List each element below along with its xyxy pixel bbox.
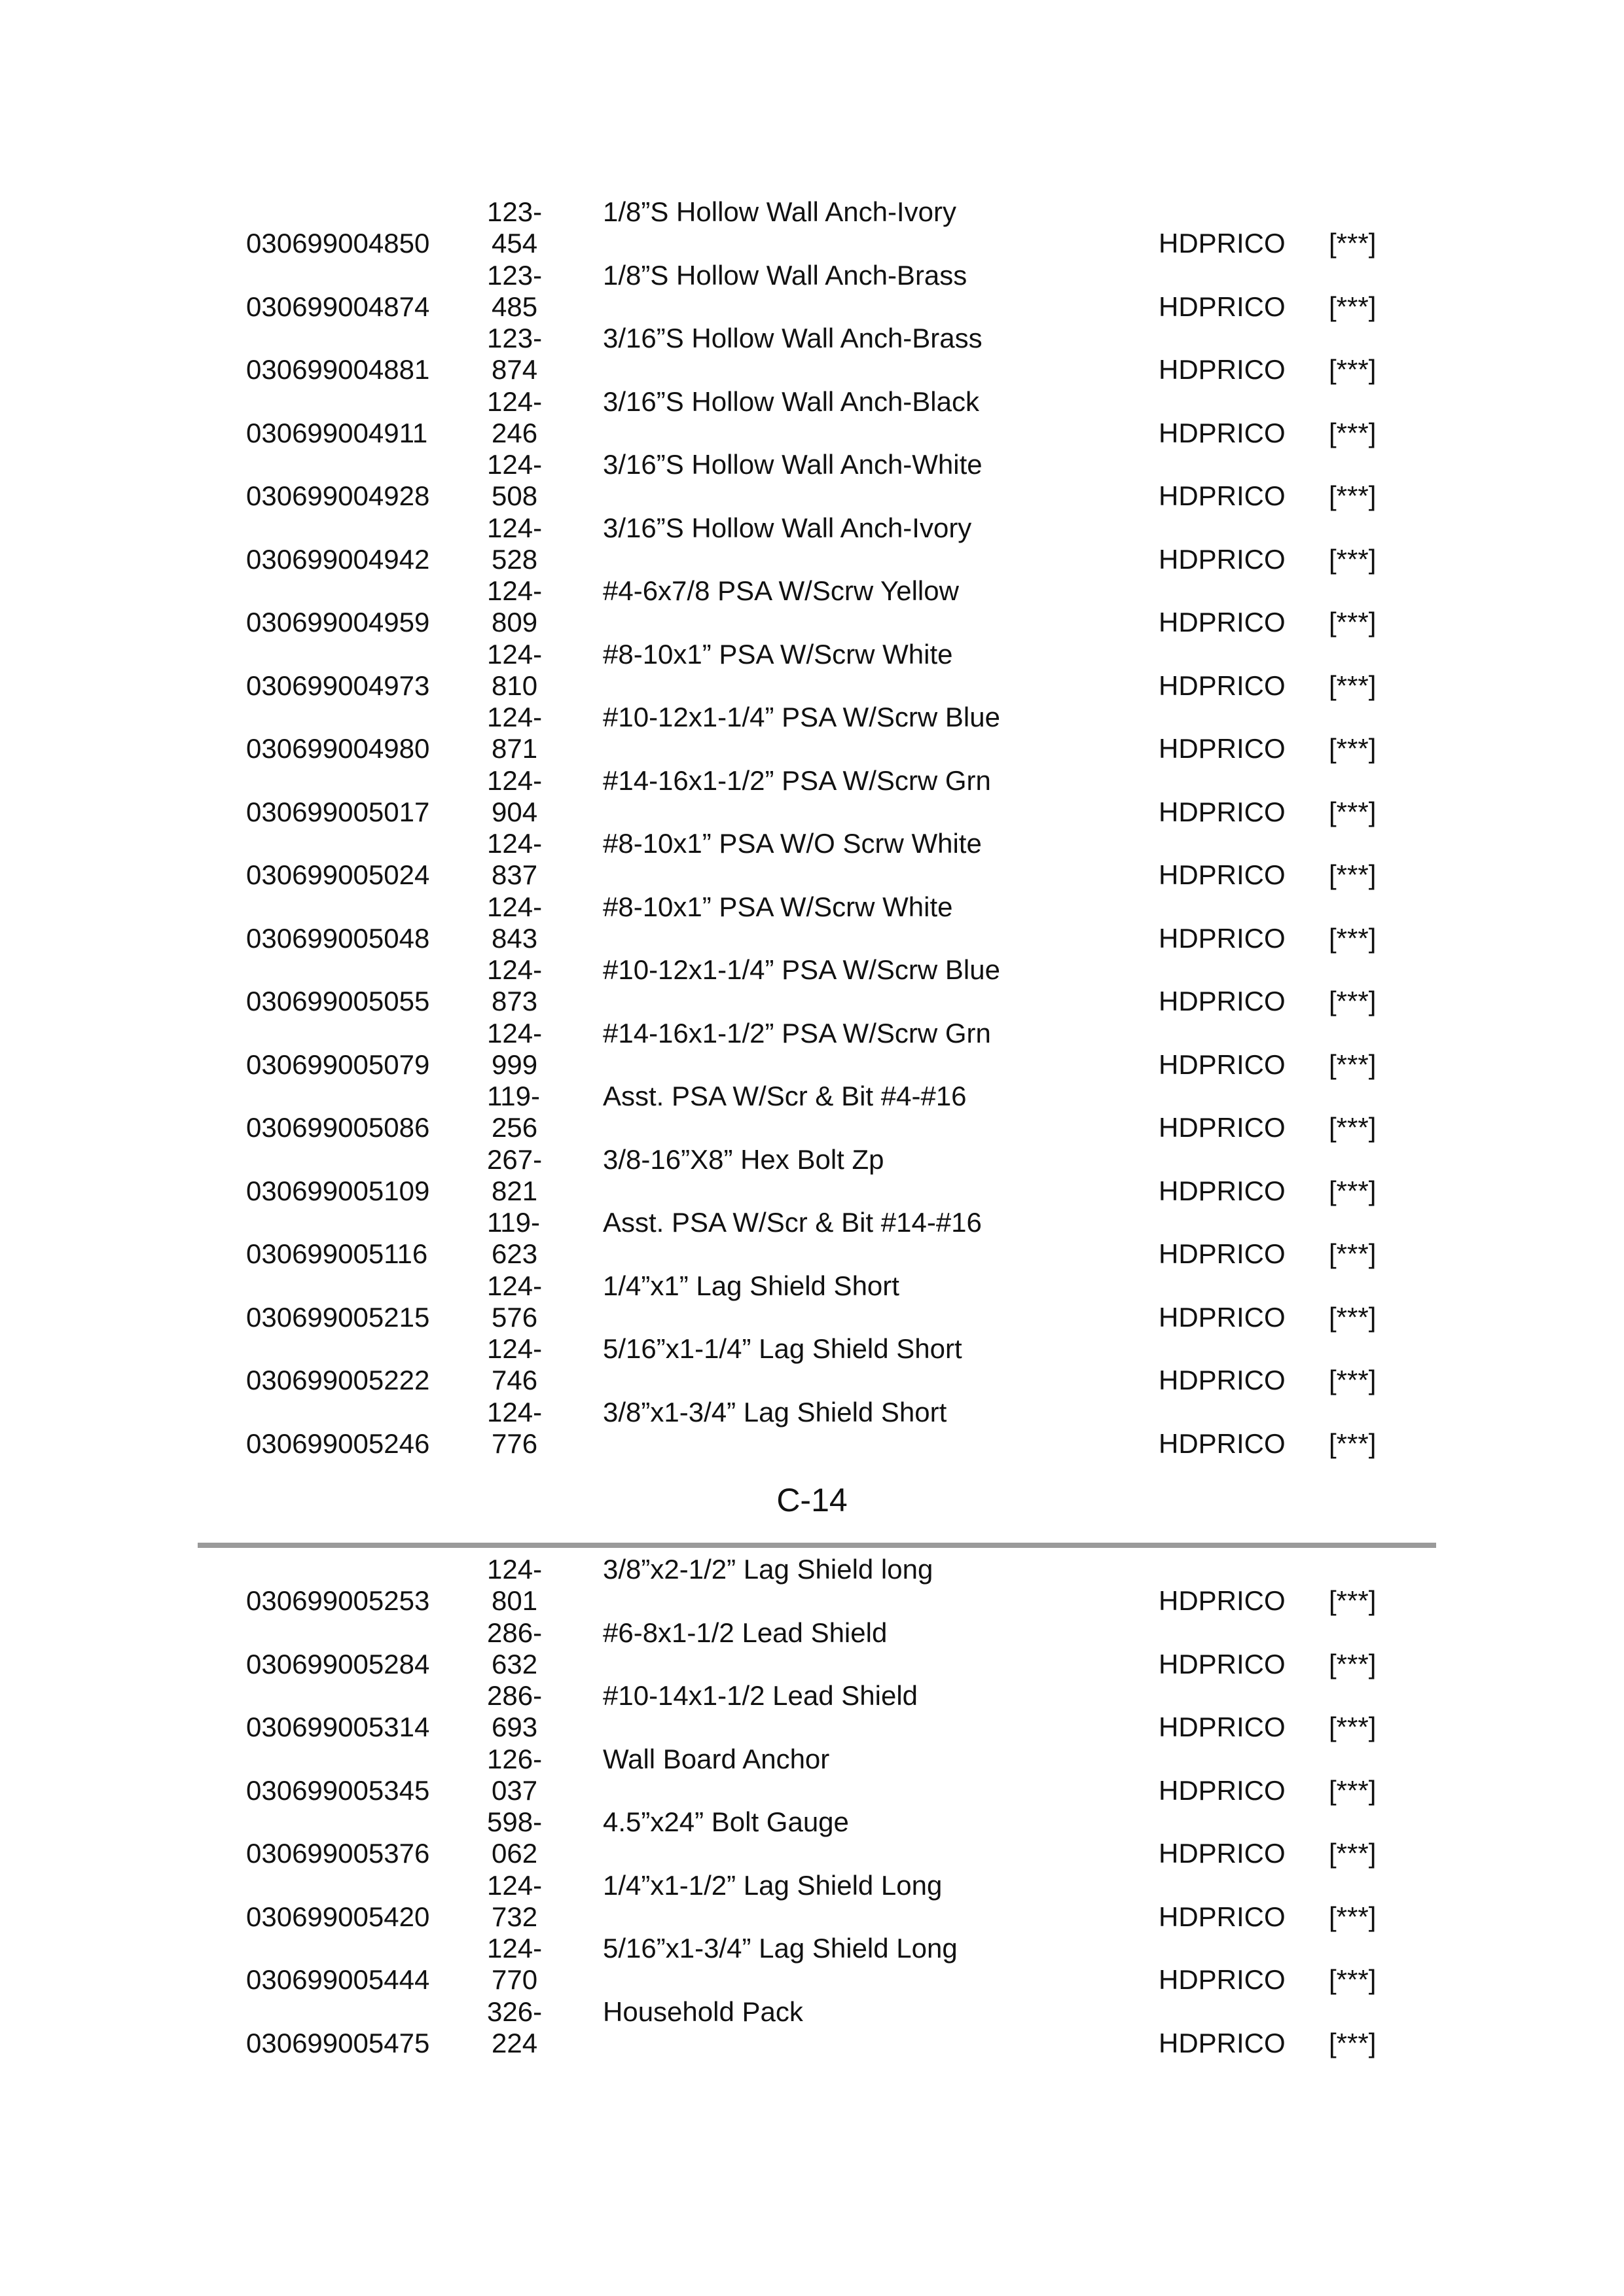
table-row bbox=[0, 512, 1624, 576]
sku-prefix-cell: 124- bbox=[487, 1270, 543, 1301]
vendor-cell: HDPRICO bbox=[1159, 607, 1286, 637]
product-table-top bbox=[0, 196, 1624, 1460]
description-cell: 5/16”x1-3/4” Lag Shield Long bbox=[603, 1933, 958, 1964]
redacted-code-cell: [***] bbox=[1329, 796, 1377, 827]
sku-prefix-cell: 124- bbox=[487, 702, 543, 732]
description-cell: 4.5”x24” Bolt Gauge bbox=[603, 1806, 849, 1837]
sku-prefix-cell: 267- bbox=[487, 1143, 543, 1175]
vendor-cell: HDPRICO bbox=[1159, 986, 1286, 1016]
table-row bbox=[0, 1144, 1624, 1208]
description-cell: 1/8”S Hollow Wall Anch-Brass bbox=[603, 259, 967, 291]
sku-suffix-cell: 576 bbox=[492, 1301, 538, 1333]
vendor-cell: HDPRICO bbox=[1159, 1838, 1286, 1869]
sku-suffix-cell: 871 bbox=[492, 733, 538, 764]
table-row bbox=[0, 1996, 1624, 2060]
sku-prefix-cell: 124- bbox=[487, 891, 543, 922]
sku-prefix-cell: 126- bbox=[487, 1743, 543, 1774]
table-row bbox=[0, 386, 1624, 450]
upc-cell: 030699005314 bbox=[246, 1712, 430, 1742]
sku-prefix-cell: 124- bbox=[487, 386, 543, 417]
description-cell: Wall Board Anchor bbox=[603, 1743, 830, 1774]
vendor-cell: HDPRICO bbox=[1159, 543, 1286, 575]
table-row bbox=[0, 575, 1624, 639]
sku-prefix-cell: 124- bbox=[487, 575, 543, 606]
table-row bbox=[0, 1870, 1624, 1933]
description-cell: 1/8”S Hollow Wall Anch-Ivory bbox=[603, 196, 956, 227]
sku-suffix-cell: 485 bbox=[492, 291, 538, 322]
sku-prefix-cell: 286- bbox=[487, 1617, 543, 1648]
upc-cell: 030699005420 bbox=[246, 1901, 430, 1932]
redacted-code-cell: [***] bbox=[1329, 1238, 1377, 1269]
vendor-cell: HDPRICO bbox=[1159, 922, 1286, 954]
vendor-cell: HDPRICO bbox=[1159, 1901, 1286, 1932]
upc-cell: 030699005222 bbox=[246, 1365, 430, 1395]
sku-suffix-cell: 528 bbox=[492, 543, 538, 575]
table-row bbox=[0, 891, 1624, 955]
table-row bbox=[0, 260, 1624, 323]
table-row bbox=[0, 1806, 1624, 1870]
vendor-cell: HDPRICO bbox=[1159, 859, 1286, 890]
description-cell: 3/8”x2-1/2” Lag Shield long bbox=[603, 1554, 933, 1585]
redacted-code-cell: [***] bbox=[1329, 859, 1377, 890]
upc-cell: 030699005444 bbox=[246, 1964, 430, 1995]
vendor-cell: HDPRICO bbox=[1159, 1964, 1286, 1995]
redacted-code-cell: [***] bbox=[1329, 417, 1377, 448]
vendor-cell: HDPRICO bbox=[1159, 480, 1286, 511]
vendor-cell: HDPRICO bbox=[1159, 228, 1286, 259]
sku-suffix-cell: 454 bbox=[492, 228, 538, 259]
table-row bbox=[0, 1680, 1624, 1744]
sku-prefix-cell: 124- bbox=[487, 1933, 543, 1964]
page-divider bbox=[198, 1543, 1436, 1548]
upc-cell: 030699004942 bbox=[246, 543, 430, 575]
sku-suffix-cell: 632 bbox=[492, 1648, 538, 1679]
redacted-code-cell: [***] bbox=[1329, 480, 1377, 511]
redacted-code-cell: [***] bbox=[1329, 1901, 1377, 1932]
table-row bbox=[0, 1081, 1624, 1144]
sku-suffix-cell: 508 bbox=[492, 480, 538, 511]
table-row bbox=[0, 1744, 1624, 1807]
upc-cell: 030699005345 bbox=[246, 1774, 430, 1806]
table-row bbox=[0, 1554, 1624, 1617]
vendor-cell: HDPRICO bbox=[1159, 1175, 1286, 1206]
description-cell: #6-8x1-1/2 Lead Shield bbox=[603, 1617, 888, 1648]
description-cell: 3/16”S Hollow Wall Anch-White bbox=[603, 449, 983, 480]
description-cell: 5/16”x1-1/4” Lag Shield Short bbox=[603, 1333, 962, 1364]
upc-cell: 030699005284 bbox=[246, 1648, 430, 1679]
sku-suffix-cell: 224 bbox=[492, 2027, 538, 2058]
upc-cell: 030699004911 bbox=[246, 417, 428, 448]
upc-cell: 030699005017 bbox=[246, 796, 430, 827]
redacted-code-cell: [***] bbox=[1329, 1648, 1377, 1679]
upc-cell: 030699005376 bbox=[246, 1838, 430, 1869]
sku-prefix-cell: 124- bbox=[487, 1333, 543, 1364]
description-cell: #8-10x1” PSA W/Scrw White bbox=[603, 891, 953, 922]
sku-suffix-cell: 256 bbox=[492, 1112, 538, 1143]
table-row bbox=[0, 1333, 1624, 1397]
upc-cell: 030699005215 bbox=[246, 1301, 430, 1333]
description-cell: Asst. PSA W/Scr & Bit #4-#16 bbox=[603, 1081, 967, 1111]
sku-prefix-cell: 124- bbox=[487, 1396, 543, 1427]
redacted-code-cell: [***] bbox=[1329, 1838, 1377, 1869]
sku-suffix-cell: 874 bbox=[492, 354, 538, 385]
redacted-code-cell: [***] bbox=[1329, 733, 1377, 764]
sku-suffix-cell: 873 bbox=[492, 986, 538, 1016]
sku-prefix-cell: 123- bbox=[487, 259, 543, 291]
sku-prefix-cell: 124- bbox=[487, 828, 543, 859]
sku-prefix-cell: 124- bbox=[487, 638, 543, 670]
description-cell: #14-16x1-1/2” PSA W/Scrw Grn bbox=[603, 1017, 991, 1049]
table-row bbox=[0, 449, 1624, 512]
upc-cell: 030699005253 bbox=[246, 1585, 430, 1616]
description-cell: 1/4”x1” Lag Shield Short bbox=[603, 1270, 899, 1301]
redacted-code-cell: [***] bbox=[1329, 228, 1377, 259]
description-cell: 1/4”x1-1/2” Lag Shield Long bbox=[603, 1869, 943, 1901]
sku-prefix-cell: 124- bbox=[487, 1017, 543, 1049]
vendor-cell: HDPRICO bbox=[1159, 670, 1286, 701]
description-cell: #4-6x7/8 PSA W/Scrw Yellow bbox=[603, 575, 959, 606]
vendor-cell: HDPRICO bbox=[1159, 1301, 1286, 1333]
redacted-code-cell: [***] bbox=[1329, 1049, 1377, 1080]
vendor-cell: HDPRICO bbox=[1159, 733, 1286, 764]
table-row bbox=[0, 1933, 1624, 1996]
upc-cell: 030699004850 bbox=[246, 228, 430, 259]
vendor-cell: HDPRICO bbox=[1159, 2027, 1286, 2058]
sku-suffix-cell: 821 bbox=[492, 1175, 538, 1206]
redacted-code-cell: [***] bbox=[1329, 1585, 1377, 1616]
sku-suffix-cell: 843 bbox=[492, 922, 538, 954]
redacted-code-cell: [***] bbox=[1329, 291, 1377, 322]
sku-prefix-cell: 124- bbox=[487, 764, 543, 796]
table-row bbox=[0, 702, 1624, 765]
sku-suffix-cell: 062 bbox=[492, 1838, 538, 1869]
sku-prefix-cell: 124- bbox=[487, 512, 543, 543]
table-row bbox=[0, 1207, 1624, 1270]
redacted-code-cell: [***] bbox=[1329, 922, 1377, 954]
upc-cell: 030699004928 bbox=[246, 480, 430, 511]
vendor-cell: HDPRICO bbox=[1159, 1238, 1286, 1269]
sku-suffix-cell: 999 bbox=[492, 1049, 538, 1080]
description-cell: 3/16”S Hollow Wall Anch-Black bbox=[603, 386, 979, 417]
table-row bbox=[0, 196, 1624, 260]
vendor-cell: HDPRICO bbox=[1159, 796, 1286, 827]
description-cell: 3/16”S Hollow Wall Anch-Ivory bbox=[603, 512, 972, 543]
sku-prefix-cell: 598- bbox=[487, 1806, 543, 1837]
vendor-cell: HDPRICO bbox=[1159, 291, 1286, 322]
vendor-cell: HDPRICO bbox=[1159, 1648, 1286, 1679]
redacted-code-cell: [***] bbox=[1329, 1427, 1377, 1459]
redacted-code-cell: [***] bbox=[1329, 1365, 1377, 1395]
redacted-code-cell: [***] bbox=[1329, 1175, 1377, 1206]
sku-suffix-cell: 246 bbox=[492, 417, 538, 448]
table-row bbox=[0, 323, 1624, 386]
sku-suffix-cell: 693 bbox=[492, 1712, 538, 1742]
description-cell: #10-12x1-1/4” PSA W/Scrw Blue bbox=[603, 702, 1000, 732]
description-cell: 3/8”x1-3/4” Lag Shield Short bbox=[603, 1396, 947, 1427]
table-row bbox=[0, 1018, 1624, 1081]
sku-suffix-cell: 623 bbox=[492, 1238, 538, 1269]
sku-suffix-cell: 776 bbox=[492, 1427, 538, 1459]
redacted-code-cell: [***] bbox=[1329, 354, 1377, 385]
vendor-cell: HDPRICO bbox=[1159, 1712, 1286, 1742]
upc-cell: 030699005055 bbox=[246, 986, 430, 1016]
description-cell: 3/8-16”X8” Hex Bolt Zp bbox=[603, 1143, 884, 1175]
page-number: C-14 bbox=[776, 1482, 848, 1518]
upc-cell: 030699004973 bbox=[246, 670, 430, 701]
sku-prefix-cell: 326- bbox=[487, 1996, 543, 2027]
redacted-code-cell: [***] bbox=[1329, 1774, 1377, 1806]
sku-suffix-cell: 837 bbox=[492, 859, 538, 890]
upc-cell: 030699004959 bbox=[246, 607, 430, 637]
vendor-cell: HDPRICO bbox=[1159, 1112, 1286, 1143]
vendor-cell: HDPRICO bbox=[1159, 1049, 1286, 1080]
sku-suffix-cell: 746 bbox=[492, 1365, 538, 1395]
vendor-cell: HDPRICO bbox=[1159, 1427, 1286, 1459]
upc-cell: 030699005024 bbox=[246, 859, 430, 890]
redacted-code-cell: [***] bbox=[1329, 607, 1377, 637]
upc-cell: 030699005246 bbox=[246, 1427, 430, 1459]
redacted-code-cell: [***] bbox=[1329, 1712, 1377, 1742]
redacted-code-cell: [***] bbox=[1329, 543, 1377, 575]
upc-cell: 030699005109 bbox=[246, 1175, 430, 1206]
sku-prefix-cell: 124- bbox=[487, 1554, 543, 1585]
sku-prefix-cell: 123- bbox=[487, 196, 543, 227]
table-row bbox=[0, 1270, 1624, 1334]
vendor-cell: HDPRICO bbox=[1159, 417, 1286, 448]
sku-prefix-cell: 123- bbox=[487, 323, 543, 353]
description-cell: #8-10x1” PSA W/O Scrw White bbox=[603, 828, 982, 859]
redacted-code-cell: [***] bbox=[1329, 1964, 1377, 1995]
upc-cell: 030699005116 bbox=[246, 1238, 428, 1269]
description-cell: #14-16x1-1/2” PSA W/Scrw Grn bbox=[603, 764, 991, 796]
table-row bbox=[0, 1397, 1624, 1460]
table-row bbox=[0, 954, 1624, 1018]
description-cell: #10-12x1-1/4” PSA W/Scrw Blue bbox=[603, 954, 1000, 985]
vendor-cell: HDPRICO bbox=[1159, 354, 1286, 385]
sku-suffix-cell: 810 bbox=[492, 670, 538, 701]
table-row bbox=[0, 639, 1624, 702]
sku-prefix-cell: 124- bbox=[487, 449, 543, 480]
upc-cell: 030699004881 bbox=[246, 354, 430, 385]
upc-cell: 030699004980 bbox=[246, 733, 430, 764]
sku-suffix-cell: 037 bbox=[492, 1774, 538, 1806]
sku-suffix-cell: 732 bbox=[492, 1901, 538, 1932]
redacted-code-cell: [***] bbox=[1329, 2027, 1377, 2058]
vendor-cell: HDPRICO bbox=[1159, 1365, 1286, 1395]
description-cell: #10-14x1-1/2 Lead Shield bbox=[603, 1680, 918, 1711]
table-row bbox=[0, 765, 1624, 829]
vendor-cell: HDPRICO bbox=[1159, 1774, 1286, 1806]
upc-cell: 030699005475 bbox=[246, 2027, 430, 2058]
redacted-code-cell: [***] bbox=[1329, 1301, 1377, 1333]
description-cell: Asst. PSA W/Scr & Bit #14-#16 bbox=[603, 1207, 982, 1238]
sku-prefix-cell: 124- bbox=[487, 1869, 543, 1901]
sku-suffix-cell: 809 bbox=[492, 607, 538, 637]
redacted-code-cell: [***] bbox=[1329, 670, 1377, 701]
upc-cell: 030699005079 bbox=[246, 1049, 430, 1080]
sku-suffix-cell: 904 bbox=[492, 796, 538, 827]
vendor-cell: HDPRICO bbox=[1159, 1585, 1286, 1616]
redacted-code-cell: [***] bbox=[1329, 1112, 1377, 1143]
table-row bbox=[0, 828, 1624, 891]
sku-suffix-cell: 770 bbox=[492, 1964, 538, 1995]
sku-prefix-cell: 119- bbox=[487, 1207, 540, 1238]
description-cell: #8-10x1” PSA W/Scrw White bbox=[603, 638, 953, 670]
upc-cell: 030699005048 bbox=[246, 922, 430, 954]
table-row bbox=[0, 1617, 1624, 1681]
sku-prefix-cell: 286- bbox=[487, 1680, 543, 1711]
description-cell: 3/16”S Hollow Wall Anch-Brass bbox=[603, 323, 983, 353]
sku-prefix-cell: 124- bbox=[487, 954, 543, 985]
upc-cell: 030699004874 bbox=[246, 291, 430, 322]
description-cell: Household Pack bbox=[603, 1996, 803, 2027]
sku-prefix-cell: 119- bbox=[487, 1081, 540, 1111]
product-table-bottom bbox=[0, 1554, 1624, 2059]
redacted-code-cell: [***] bbox=[1329, 986, 1377, 1016]
sku-suffix-cell: 801 bbox=[492, 1585, 538, 1616]
upc-cell: 030699005086 bbox=[246, 1112, 430, 1143]
